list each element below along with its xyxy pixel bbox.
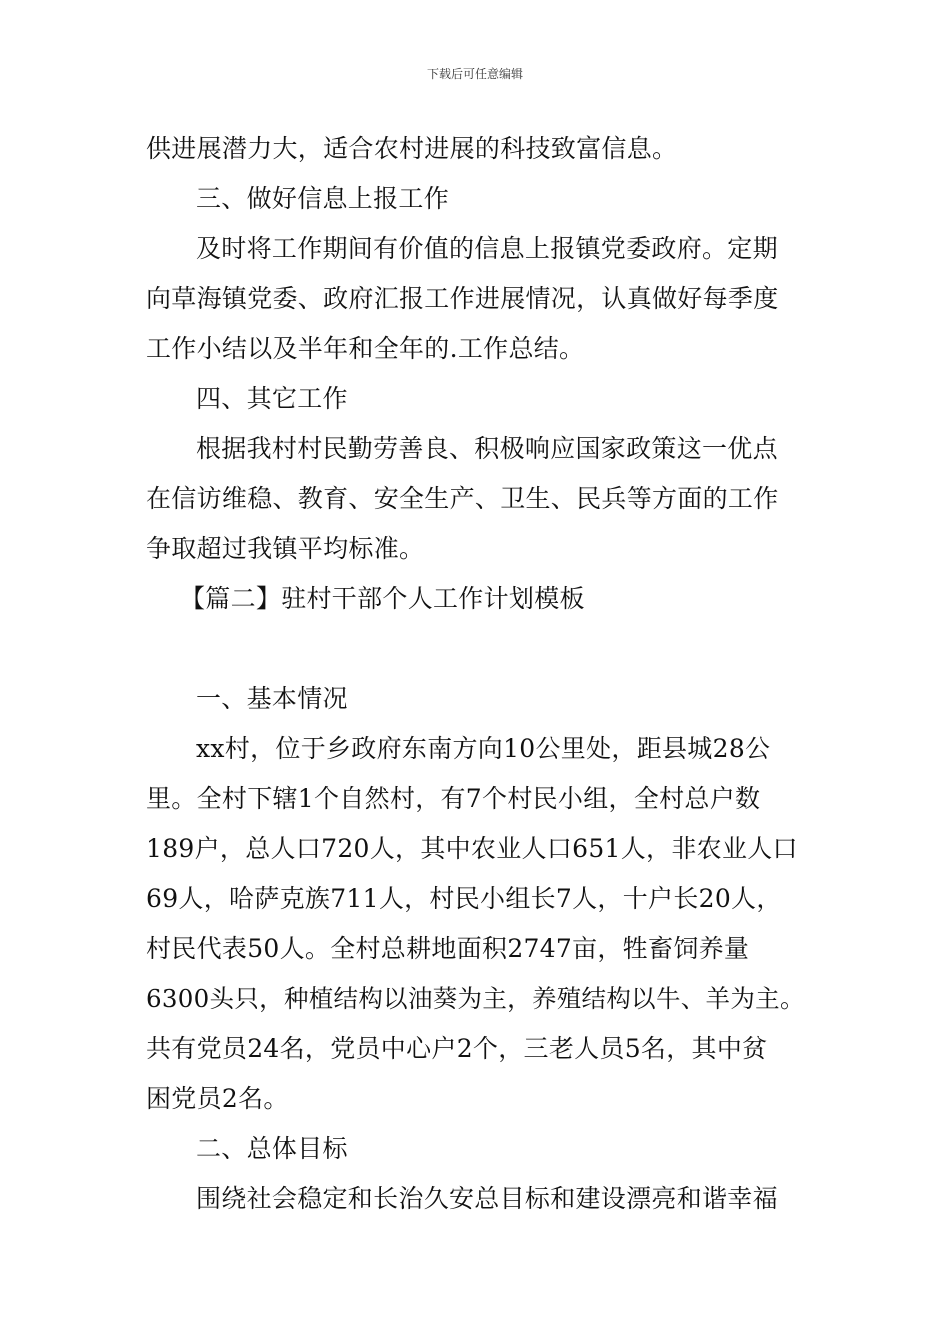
section-heading: 一、基本情况 — [196, 684, 348, 713]
page-header: 下载后可任意编辑 — [426, 67, 523, 81]
section-heading: 四、其它工作 — [196, 384, 348, 413]
section-heading: 三、做好信息上报工作 — [196, 184, 450, 213]
paragraph-line: 根据我村村民勤劳善良、积极响应国家政策这一优点 — [196, 434, 778, 463]
document-body — [146, 124, 810, 1224]
section-heading: 二、总体目标 — [196, 1134, 348, 1163]
paragraph-line: 争取超过我镇平均标准。 — [146, 534, 425, 563]
paragraph-line: 困党员2名。 — [146, 1084, 289, 1113]
paragraph-line: 69人，哈萨克族711人，村民小组长7人，十户长20人， — [146, 884, 782, 913]
paragraph-line: 及时将工作期间有价值的信息上报镇党委政府。定期 — [196, 234, 778, 263]
blank-line — [146, 624, 810, 674]
paragraph-line: 围绕社会稳定和长治久安总目标和建设漂亮和谐幸福 — [196, 1184, 778, 1213]
paragraph-line: 里。全村下辖1个自然村，有7个村民小组，全村总户数 — [146, 784, 761, 813]
paragraph-line: 6300头只，种植结构以油葵为主，养殖结构以牛、羊为主。 — [146, 984, 805, 1013]
paragraph-line: 向草海镇党委、政府汇报工作进展情况，认真做好每季度 — [146, 284, 779, 313]
paragraph-line: 189户，总人口720人，其中农业人口651人，非农业人口 — [146, 834, 798, 863]
paragraph-line: 工作小结以及半年和全年的.工作总结。 — [146, 334, 585, 363]
paragraph-line: 供进展潜力大，适合农村进展的科技致富信息。 — [146, 134, 678, 163]
paragraph-line: 村民代表50人。全村总耕地面积2747亩，牲畜饲养量 — [146, 934, 750, 963]
paragraph-line: 在信访维稳、教育、安全生产、卫生、民兵等方面的工作 — [146, 484, 779, 513]
paragraph-line: xx村，位于乡政府东南方向10公里处，距县城28公 — [196, 734, 771, 763]
paragraph-line: 共有党员24名，党员中心户2个，三老人员5名，其中贫 — [146, 1034, 768, 1063]
chapter-title: 【篇二】驻村干部个人工作计划模板 — [180, 584, 585, 613]
